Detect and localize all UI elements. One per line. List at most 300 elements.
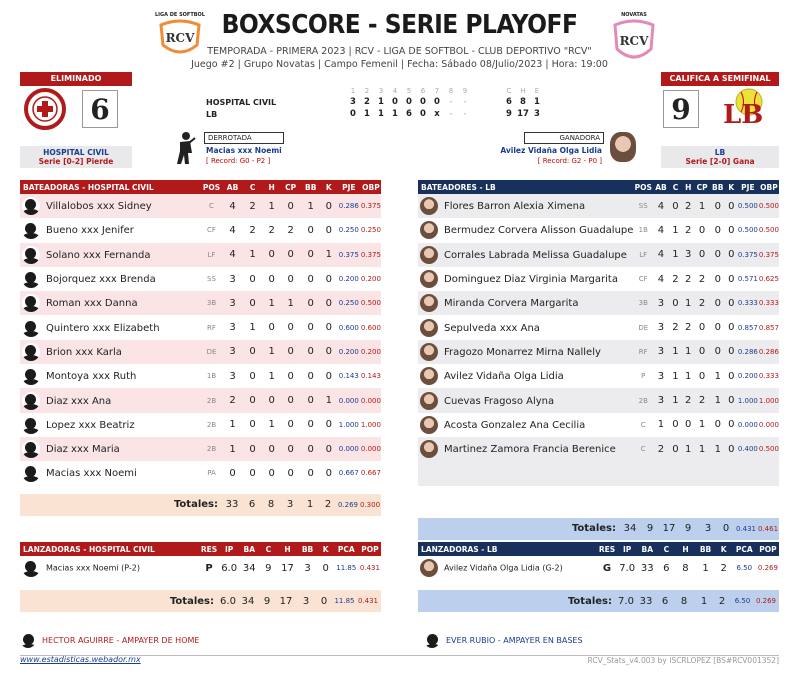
away-score: 9 bbox=[663, 90, 699, 128]
stat-ab: 3 bbox=[657, 370, 665, 382]
stat-obp: 1.000 bbox=[360, 420, 381, 429]
player-silhouette-icon bbox=[22, 416, 40, 434]
total-ab: 34 bbox=[623, 523, 637, 535]
pitching-table-title: LANZADORAS - LB bbox=[421, 544, 498, 554]
column-header: K bbox=[720, 544, 727, 554]
batter-name: Avilez Vidaña Olga Lidia bbox=[444, 371, 564, 383]
batter-cell bbox=[418, 267, 633, 291]
batter-name: Roman xxx Danna bbox=[46, 298, 138, 310]
stat-h: 1 bbox=[268, 419, 275, 431]
stat-k: 0 bbox=[325, 419, 332, 431]
inning-header: 8 bbox=[448, 87, 454, 95]
stat-cp: 2 bbox=[287, 224, 294, 236]
batter-row bbox=[418, 243, 779, 267]
stat-c: 1 bbox=[672, 370, 679, 382]
stat-k: 0 bbox=[728, 224, 735, 236]
player-silhouette-icon bbox=[22, 197, 40, 215]
stat-c: 0 bbox=[249, 297, 256, 309]
inning-score: 3 bbox=[350, 97, 356, 107]
stat-bb: 0 bbox=[714, 273, 721, 285]
player-photo bbox=[420, 392, 438, 410]
stat-k: 0 bbox=[728, 273, 735, 285]
batter-row bbox=[418, 218, 779, 242]
league-logo-left: LIGA DE SOFTBOL RCV bbox=[150, 12, 210, 57]
batter-row bbox=[20, 340, 381, 364]
player-photo bbox=[420, 221, 438, 239]
stat-h: 0 bbox=[268, 467, 275, 479]
column-header: BA bbox=[641, 544, 654, 554]
position: 1B bbox=[638, 226, 648, 235]
stat-obp: 0.625 bbox=[758, 275, 779, 284]
total-k: 0 bbox=[320, 595, 328, 607]
stat-res: P bbox=[205, 562, 213, 574]
page-title: BOXSCORE - SERIE PLAYOFF bbox=[221, 10, 578, 40]
stat-cp: 0 bbox=[287, 370, 294, 382]
pitching-home-section bbox=[20, 542, 381, 612]
stat-c: 1 bbox=[672, 224, 679, 236]
player-silhouette-icon bbox=[22, 559, 40, 577]
batter-cell bbox=[20, 291, 200, 315]
position: C bbox=[640, 420, 646, 429]
batter-cell bbox=[418, 340, 633, 364]
batter-cell bbox=[418, 413, 633, 437]
batting-away-section bbox=[418, 180, 779, 540]
umpire-silhouette-icon bbox=[20, 632, 36, 648]
stat-obp: 0.500 bbox=[758, 445, 779, 454]
position: 1B bbox=[206, 372, 217, 381]
stat-k: 0 bbox=[325, 273, 332, 285]
stat-pje: 0.200 bbox=[338, 275, 359, 284]
stat-h: 2 bbox=[685, 395, 692, 407]
stat-pje: 1.000 bbox=[737, 396, 758, 405]
inning-score: x bbox=[434, 109, 440, 119]
stat-c: 0 bbox=[672, 443, 679, 455]
player-photo bbox=[420, 559, 438, 577]
totals-label: Totales: bbox=[567, 595, 612, 607]
stat-h: 2 bbox=[268, 224, 275, 236]
column-header: C bbox=[663, 544, 670, 554]
player-silhouette-icon bbox=[22, 440, 40, 458]
batter-row bbox=[20, 413, 381, 437]
batter-cell bbox=[20, 315, 200, 339]
batter-name: Macias xxx Noemi bbox=[46, 468, 137, 480]
svg-text:RCV: RCV bbox=[619, 34, 649, 48]
stat-c: 0 bbox=[249, 467, 256, 479]
stat-pje: 0.375 bbox=[338, 250, 359, 259]
batter-row bbox=[418, 413, 779, 437]
batter-name: Miranda Corvera Margarita bbox=[444, 298, 579, 310]
stat-c: 2 bbox=[249, 200, 256, 212]
stat-k: 0 bbox=[325, 224, 332, 236]
total-pop: 0.269 bbox=[755, 597, 777, 605]
stat-k: 2 bbox=[720, 562, 727, 574]
batter-row bbox=[20, 194, 381, 218]
linescore-row bbox=[206, 96, 544, 108]
stat-pje: 0.600 bbox=[338, 323, 359, 332]
total-pca: 6.50 bbox=[734, 597, 751, 605]
stat-pje: 0.500 bbox=[737, 226, 758, 235]
column-header: C bbox=[249, 182, 256, 192]
total-h: 17 bbox=[279, 595, 293, 607]
total-bb: 3 bbox=[704, 523, 712, 535]
stat-res: G bbox=[602, 562, 612, 574]
stat-c: 0 bbox=[249, 273, 256, 285]
batter-row bbox=[20, 364, 381, 388]
column-header: IP bbox=[623, 544, 632, 554]
linescore-team: HOSPITAL CIVIL bbox=[206, 97, 277, 107]
stat-ab: 3 bbox=[229, 297, 236, 309]
stat-k: 0 bbox=[728, 322, 735, 334]
winning-pitcher-record: [ Record: G2 - P0 ] bbox=[537, 157, 602, 165]
pitcher-name: Avilez Vidaña Olga Lidia (G-2) bbox=[444, 563, 563, 573]
inning-header: 9 bbox=[462, 87, 468, 95]
stat-bb: 3 bbox=[304, 562, 311, 574]
stat-cp: 0 bbox=[287, 346, 294, 358]
batter-row bbox=[418, 437, 779, 461]
pitching-table-title: LANZADORAS - HOSPITAL CIVIL bbox=[23, 544, 155, 554]
season-info: TEMPORADA - PRIMERA 2023 | RCV - LIGA DE SOFTBOL - CLUB DEPORTIVO "RCV" bbox=[207, 46, 592, 57]
column-header: POP bbox=[759, 544, 777, 554]
stat-h: 17 bbox=[281, 562, 294, 574]
position: 3B bbox=[638, 299, 648, 308]
player-photo bbox=[420, 343, 438, 361]
stat-c: 2 bbox=[249, 224, 256, 236]
total-c: 6 bbox=[661, 595, 669, 607]
total-h: 8 bbox=[680, 595, 688, 607]
stat-obp: 0.500 bbox=[758, 226, 779, 235]
column-header: BB bbox=[699, 544, 712, 554]
svg-text:RCV: RCV bbox=[165, 31, 195, 45]
batter-cell bbox=[418, 388, 633, 412]
linescore-total: 3 bbox=[534, 109, 540, 119]
inning-score: 1 bbox=[392, 109, 398, 119]
stat-ab: 3 bbox=[657, 395, 665, 407]
stat-k: 0 bbox=[728, 346, 735, 358]
column-header: BA bbox=[243, 544, 256, 554]
stat-cp: 0 bbox=[698, 346, 706, 358]
stat-h: 1 bbox=[268, 297, 275, 309]
stat-bb: 1 bbox=[714, 370, 721, 382]
total-c: 9 bbox=[263, 595, 271, 607]
umpire-home bbox=[20, 632, 199, 648]
away-team-name: LB bbox=[714, 148, 726, 157]
inning-score: - bbox=[463, 97, 467, 107]
linescore-total-header: H bbox=[520, 87, 526, 95]
stat-c: 0 bbox=[249, 419, 256, 431]
stat-pje: 0.000 bbox=[737, 420, 758, 429]
player-photo bbox=[420, 270, 438, 288]
stat-pop: 0.269 bbox=[757, 564, 778, 572]
stat-k: 1 bbox=[325, 249, 332, 261]
pitcher-cell bbox=[20, 556, 199, 580]
version-info: RCV_Stats_v4.003 by ISCRLOPEZ [BS#RCV001352] bbox=[587, 656, 779, 665]
batter-cell bbox=[20, 194, 200, 218]
stat-pje: 0.200 bbox=[737, 372, 758, 381]
stat-bb: 0 bbox=[714, 346, 721, 358]
batter-cell bbox=[418, 437, 633, 461]
away-status-badge: CALIFICA A SEMIFINAL bbox=[661, 72, 779, 86]
stat-ba: 34 bbox=[242, 562, 256, 574]
linescore-total-header: C bbox=[506, 87, 512, 95]
stat-cp: 0 bbox=[287, 395, 294, 407]
totals-label: Totales: bbox=[173, 499, 218, 511]
stat-ip: 7.0 bbox=[619, 562, 636, 574]
column-header: AB bbox=[226, 182, 239, 192]
stat-pje: 0.500 bbox=[737, 202, 758, 211]
linescore bbox=[206, 86, 544, 120]
position: RF bbox=[207, 323, 216, 332]
linescore-total: 17 bbox=[517, 109, 529, 119]
column-header: C bbox=[672, 182, 679, 192]
stat-ab: 4 bbox=[657, 273, 665, 285]
column-header: CP bbox=[285, 182, 297, 192]
stat-bb: 0 bbox=[307, 467, 314, 479]
stat-cp: 0 bbox=[287, 273, 294, 285]
inning-score: 0 bbox=[420, 97, 426, 107]
player-photo bbox=[420, 246, 438, 264]
stat-ab: 1 bbox=[229, 443, 236, 455]
stat-pje: 0.571 bbox=[737, 275, 758, 284]
stat-ab: 4 bbox=[657, 249, 665, 261]
inning-score: - bbox=[449, 97, 453, 107]
column-header: RES bbox=[200, 544, 218, 554]
column-header: PJE bbox=[741, 182, 755, 192]
stat-c: 1 bbox=[249, 322, 256, 334]
batter-name: Bojorquez xxx Brenda bbox=[46, 274, 156, 286]
stat-bb: 1 bbox=[714, 395, 721, 407]
stat-ab: 4 bbox=[229, 200, 236, 212]
away-series: Serie [2-0] Gana bbox=[685, 157, 755, 166]
inning-score: 0 bbox=[350, 109, 356, 119]
stat-cp: 2 bbox=[698, 297, 706, 309]
batter-cell bbox=[418, 364, 633, 388]
player-silhouette-icon bbox=[22, 464, 40, 482]
column-header: POS bbox=[634, 182, 652, 192]
stat-cp: 0 bbox=[287, 200, 294, 212]
website-link[interactable]: www.estadisticas.webador.mx bbox=[20, 655, 141, 664]
stat-bb: 0 bbox=[714, 200, 721, 212]
batter-name: Diaz xxx Ana bbox=[46, 395, 112, 407]
stat-bb: 1 bbox=[307, 200, 314, 212]
linescore-total: 8 bbox=[520, 97, 526, 107]
stat-cp: 2 bbox=[698, 273, 706, 285]
batter-cell bbox=[20, 461, 200, 485]
column-header: IP bbox=[225, 544, 234, 554]
column-header: BB bbox=[305, 182, 317, 192]
batter-cell bbox=[20, 437, 200, 461]
totals-label: Totales: bbox=[571, 523, 616, 535]
total-k: 2 bbox=[324, 499, 332, 511]
linescore-total: 1 bbox=[534, 97, 540, 107]
total-ip: 6.0 bbox=[220, 595, 236, 607]
stat-cp: 1 bbox=[698, 443, 706, 455]
stat-ab: 0 bbox=[229, 467, 236, 479]
stat-bb: 0 bbox=[307, 419, 314, 431]
inning-score: - bbox=[449, 109, 453, 119]
stat-obp: 0.667 bbox=[360, 469, 381, 478]
stat-h: 3 bbox=[685, 249, 692, 261]
batting-home-table bbox=[20, 180, 381, 486]
pitching-home-table bbox=[20, 542, 381, 580]
total-bb: 1 bbox=[306, 499, 314, 511]
batter-row bbox=[418, 388, 779, 412]
stat-h: 2 bbox=[685, 273, 692, 285]
total-c: 6 bbox=[248, 499, 256, 511]
stat-h: 2 bbox=[685, 224, 692, 236]
stat-k: 0 bbox=[728, 443, 735, 455]
pitcher-row bbox=[418, 556, 779, 580]
total-ba: 33 bbox=[639, 595, 653, 607]
inning-score: 6 bbox=[406, 109, 412, 119]
player-photo bbox=[420, 319, 438, 337]
home-team-info bbox=[20, 146, 132, 168]
stat-ab: 4 bbox=[229, 224, 236, 236]
stat-c: 6 bbox=[663, 562, 670, 574]
column-header: K bbox=[728, 182, 735, 192]
total-pop: 0.431 bbox=[357, 597, 379, 605]
stat-obp: 0.375 bbox=[360, 202, 381, 211]
stat-obp: 0.200 bbox=[360, 347, 381, 356]
column-header: BB bbox=[301, 544, 314, 554]
batter-row bbox=[20, 315, 381, 339]
column-header: AB bbox=[655, 182, 667, 192]
stat-k: 1 bbox=[325, 395, 332, 407]
stat-c: 0 bbox=[672, 297, 679, 309]
stat-h: 1 bbox=[268, 370, 275, 382]
position: C bbox=[640, 445, 646, 454]
stat-pje: 0.000 bbox=[338, 396, 359, 405]
stat-pje: 0.400 bbox=[737, 445, 758, 454]
stat-c: 0 bbox=[249, 395, 256, 407]
column-header: POS bbox=[202, 182, 221, 192]
stat-obp: 0.500 bbox=[360, 299, 381, 308]
stat-pje: 0.333 bbox=[737, 299, 758, 308]
stat-cp: 0 bbox=[287, 249, 294, 261]
inning-header: 1 bbox=[350, 87, 356, 95]
player-photo bbox=[420, 440, 438, 458]
game-info: Juego #2 | Grupo Novatas | Campo Femenil | Fecha: Sábado 08/Julio/2023 | Hora: 19:00 bbox=[191, 59, 608, 70]
total-bb: 3 bbox=[302, 595, 310, 607]
stat-cp: 0 bbox=[698, 249, 706, 261]
position: CF bbox=[207, 226, 216, 235]
position: SS bbox=[638, 202, 648, 211]
total-h: 17 bbox=[662, 523, 676, 535]
stat-c: 1 bbox=[672, 395, 679, 407]
batting-home-totals bbox=[20, 494, 381, 516]
batter-row bbox=[418, 340, 779, 364]
stat-bb: 0 bbox=[714, 249, 721, 261]
player-photo bbox=[420, 416, 438, 434]
batter-name: Villalobos xxx Sidney bbox=[46, 201, 152, 213]
batter-name: Bermudez Corvera Alisson Guadalupe bbox=[444, 225, 634, 237]
stat-k: 0 bbox=[325, 443, 332, 455]
stat-cp: 0 bbox=[287, 467, 294, 479]
stat-k: 0 bbox=[728, 419, 735, 431]
stat-obp: 0.375 bbox=[360, 250, 381, 259]
pitcher-row bbox=[20, 556, 381, 580]
batter-name: Diaz xxx Maria bbox=[46, 444, 120, 456]
stat-cp: 0 bbox=[287, 443, 294, 455]
stat-ab: 4 bbox=[229, 249, 236, 261]
batter-name: Flores Barron Alexia Ximena bbox=[444, 201, 586, 213]
stat-pje: 0.000 bbox=[338, 445, 359, 454]
column-header: OBP bbox=[362, 182, 380, 192]
batter-name: Cuevas Fragoso Alyna bbox=[444, 395, 555, 407]
total-ab: 33 bbox=[225, 499, 239, 511]
position: 2B bbox=[206, 420, 217, 429]
batter-cell bbox=[20, 218, 200, 242]
stat-obp: 0.286 bbox=[758, 347, 779, 356]
inning-score: 1 bbox=[364, 109, 370, 119]
position: 2B bbox=[206, 445, 217, 454]
batter-name: Quintero xxx Elizabeth bbox=[46, 322, 160, 334]
stat-obp: 0.000 bbox=[360, 445, 381, 454]
stat-h: 2 bbox=[685, 200, 692, 212]
player-photo bbox=[420, 294, 438, 312]
losing-pitcher-record: [ Record: G0 - P2 ] bbox=[206, 157, 271, 165]
stat-cp: 1 bbox=[698, 200, 706, 212]
position: SS bbox=[207, 275, 216, 284]
pitching-away-totals bbox=[418, 590, 779, 612]
total-obp: 0.461 bbox=[758, 524, 779, 533]
batting-home-section bbox=[20, 180, 381, 516]
stat-k: 0 bbox=[322, 562, 329, 574]
column-header: PJE bbox=[342, 182, 356, 192]
pitcher-cell bbox=[418, 556, 597, 580]
stat-obp: 0.000 bbox=[758, 420, 779, 429]
inning-header: 7 bbox=[434, 87, 440, 95]
stat-h: 0 bbox=[268, 322, 275, 334]
batting-table-title: BATEADORES - LB bbox=[421, 182, 496, 192]
umpire-bases bbox=[424, 632, 583, 648]
position: LF bbox=[207, 250, 216, 259]
hospital-civil-logo-icon bbox=[20, 88, 70, 130]
stat-c: 0 bbox=[249, 443, 256, 455]
stat-pje: 0.200 bbox=[338, 347, 359, 356]
total-ba: 34 bbox=[241, 595, 255, 607]
linescore-total: 6 bbox=[506, 97, 512, 107]
stat-obp: 0.857 bbox=[758, 323, 779, 332]
column-header: H bbox=[284, 544, 291, 554]
stat-c: 2 bbox=[672, 273, 679, 285]
stat-pop: 0.431 bbox=[359, 564, 380, 572]
stat-h: 0 bbox=[268, 273, 275, 285]
stat-c: 0 bbox=[249, 346, 256, 358]
stat-ab: 3 bbox=[229, 273, 236, 285]
home-team-panel bbox=[20, 86, 132, 132]
stat-cp: 0 bbox=[698, 322, 706, 334]
stat-h: 1 bbox=[685, 297, 692, 309]
batter-row bbox=[20, 243, 381, 267]
lb-logo-text: LB bbox=[723, 100, 764, 130]
losing-pitcher-silhouette-icon bbox=[174, 131, 196, 165]
stat-c: 1 bbox=[249, 249, 256, 261]
stat-ab: 4 bbox=[657, 200, 665, 212]
column-header: K bbox=[322, 544, 329, 554]
inning-header: 2 bbox=[364, 87, 370, 95]
stat-obp: 0.333 bbox=[758, 299, 779, 308]
stat-c: 0 bbox=[249, 370, 256, 382]
total-bb: 1 bbox=[700, 595, 708, 607]
player-silhouette-icon bbox=[22, 294, 40, 312]
stat-obp: 0.200 bbox=[360, 275, 381, 284]
position: LF bbox=[639, 250, 648, 259]
stat-obp: 0.600 bbox=[360, 323, 381, 332]
stat-c: 1 bbox=[672, 249, 679, 261]
total-h: 8 bbox=[267, 499, 275, 511]
column-header: OBP bbox=[760, 182, 778, 192]
player-silhouette-icon bbox=[22, 343, 40, 361]
